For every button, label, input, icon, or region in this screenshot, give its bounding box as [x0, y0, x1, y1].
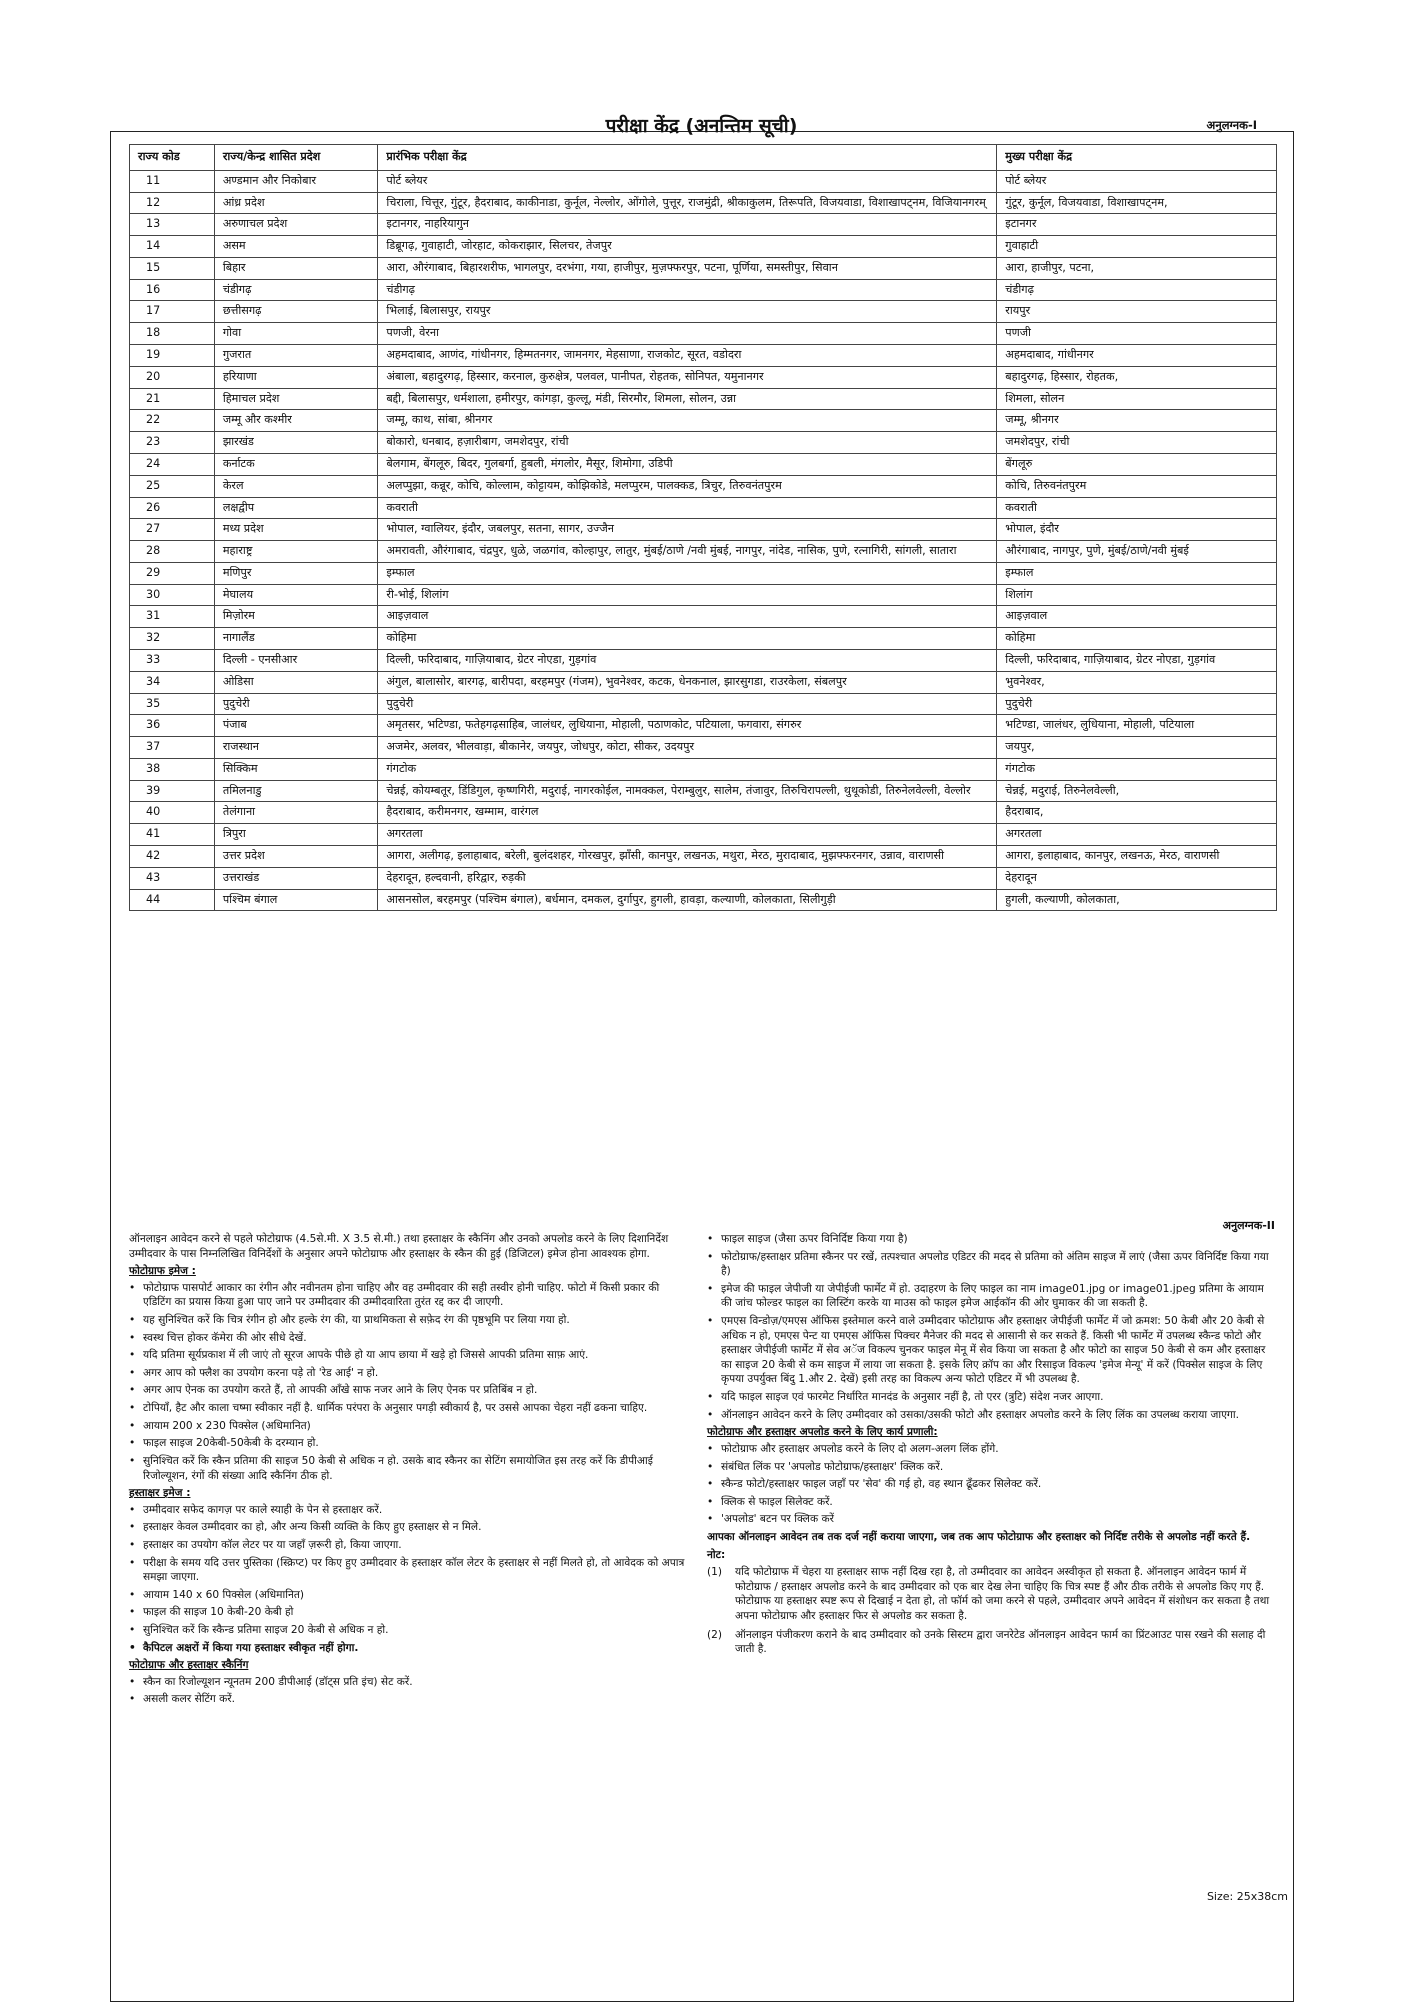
signature-guideline-item: • उम्मीदवार सफेद कागज़ पर काले स्याही के पेन से हस्ताक्षर करें. [129, 1503, 687, 1518]
photo-section-heading: फोटोग्राफ इमेज : [129, 1265, 196, 1278]
prelim-centres-cell: पुदुचेरी [378, 693, 997, 715]
state-code-cell: 35 [130, 693, 215, 715]
state-code-cell: 31 [130, 606, 215, 628]
state-name-cell: जम्मू और कश्मीर [214, 410, 378, 432]
header-state-name: राज्य/केन्द्र शासित प्रदेश [214, 145, 378, 171]
table-row [130, 693, 1277, 715]
state-code-cell: 17 [130, 301, 215, 323]
state-code-cell: 23 [130, 432, 215, 454]
state-code-cell: 21 [130, 388, 215, 410]
signature-capital-letters-rule: • कैपिटल अक्षरों में किया गया हस्ताक्षर स्वीकृत नहीं होगा. [129, 1641, 687, 1656]
state-code-cell: 41 [130, 824, 215, 846]
table-row [130, 366, 1277, 388]
file-guideline-item: • इमेज की फाइल जेपीजी या जेपीईजी फार्मेट में हो. उदाहरण के लिए फाइल का नाम image01.jpg or image01.jpeg प्रतिमा के आयाम की जांच फोल्डर फाइल का लिस्टिंग करके या माउस को फाइल इमेज आईकॉन की ओर घुमाकर की जा सकती है. [707, 1282, 1277, 1311]
prelim-centres-cell: अंगुल, बालासोर, बारगढ़, बारीपदा, बरहमपुर (गंजम), भुवनेश्वर, कटक, धेनकनाल, झारसुगडा, राउरकेला, संबलपुर [378, 671, 997, 693]
mains-centres-cell: जयपुर, [997, 737, 1277, 759]
prelim-centres-cell: भोपाल, ग्वालियर, इंदौर, जबलपुर, सतना, सागर, उज्जैन [378, 519, 997, 541]
table-row [130, 649, 1277, 671]
table-row [130, 453, 1277, 475]
state-name-cell: असम [214, 236, 378, 258]
prelim-centres-cell: इटानगर, नाहरियागुन [378, 214, 997, 236]
prelim-centres-cell: चंडीगढ़ [378, 279, 997, 301]
state-name-cell: त्रिपुरा [214, 824, 378, 846]
state-name-cell: हरियाणा [214, 366, 378, 388]
signature-guideline-item: • आयाम 140 x 60 पिक्सेल (अधिमानित) [129, 1588, 687, 1603]
file-guideline-item: • यदि फाइल साइज एवं फारमेट निर्धारित मानदंड के अनुसार नहीं है, तो एरर (त्रुटि) संदेश नजर आएगा. [707, 1390, 1277, 1405]
mains-centres-cell: बेंगलूरु [997, 453, 1277, 475]
state-code-cell: 42 [130, 846, 215, 868]
table-row [130, 323, 1277, 345]
mains-centres-cell: आरा, हाजीपुर, पटना, [997, 257, 1277, 279]
note-number: (1) [707, 1566, 723, 1579]
upload-procedure-item: • फोटोग्राफ और हस्ताक्षर अपलोड करने के लिए दो अलग-अलग लिंक होंगे. [707, 1442, 1277, 1457]
state-code-cell: 20 [130, 366, 215, 388]
prelim-centres-cell: इम्फाल [378, 562, 997, 584]
photo-guideline-item: • फोटोग्राफ पासपोर्ट आकार का रंगीन और नवीनतम होना चाहिए और वह उम्मीदवार की सही तस्वीर होनी चाहिए. फोटो में किसी प्रकार की एडिटिंग का प्रयास किया हुआ पाए जाने पर उम्मीदवार की उम्मीदवारिता तुरंत रद्द कर दी जाएगी. [129, 1281, 687, 1310]
state-name-cell: मेघालय [214, 584, 378, 606]
prelim-centres-cell: अगरतला [378, 824, 997, 846]
state-code-cell: 13 [130, 214, 215, 236]
mains-centres-cell: कोहिमा [997, 628, 1277, 650]
table-row [130, 737, 1277, 759]
signature-guideline-item: • फाइल की साइज 10 केबी-20 केबी हो [129, 1605, 687, 1620]
state-name-cell: उत्तराखंड [214, 867, 378, 889]
state-code-cell: 28 [130, 541, 215, 563]
prelim-centres-cell: आइज़वाल [378, 606, 997, 628]
file-guideline-item: • एमएस विन्डोज़/एमएस ऑफिस इस्तेमाल करने वाले उम्मीदवार फोटोग्राफ और हस्ताक्षर जेपीईजी फार्मेट में जो क्रमश: 50 केबी और 20 केबी से अधिक न हो, एमएस पेन्ट या एमएस ऑफिस पिक्चर मैनेजर की मदद से आसानी से कर सकते हैं. किसी भी फार्मेट में उपलब्ध स्कैन्ड फोटो और हस्ताक्षर जेपीईजी फार्मेट में सेव अॅज विकल्प चुनकर फाइल मेनू में सेव किया जा सकता है और फोटो का साइज 50 केबी से कम और हस्ताक्षर का साइज 20 केबी से कम साइज में लाया जा सकता है. इसके लिए क्रॉप का और रिसाइज विकल्प 'इमेज मेन्यू' में करें (पिक्सेल साइज के लिए कृपया उपर्युक्त बिंदु 1.और 2. देखें) इसी तरह का विकल्प अन्य फोटो एडिटर में भी उपलब्ध है. [707, 1314, 1277, 1387]
table-row [130, 432, 1277, 454]
state-code-cell: 24 [130, 453, 215, 475]
signature-guideline-item: • परीक्षा के समय यदि उत्तर पुस्तिका (स्क्रिप्ट) पर किए हुए उम्मीदवार के हस्ताक्षर कॉल लेटर के हस्ताक्षर से नहीं मिलते हो, तो आवेदक को अपात्र समझा जाएगा. [129, 1556, 687, 1585]
prelim-centres-cell: कवराती [378, 497, 997, 519]
state-code-cell: 26 [130, 497, 215, 519]
state-name-cell: नागालैंड [214, 628, 378, 650]
photo-guideline-item: • टोपियाँ, हैट और काला चष्मा स्वीकार नहीं है. धार्मिक परंपरा के अनुसार पगड़ी स्वीकार्य है, पर उससे आपका चेहरा नहीं ढकना चाहिए. [129, 1401, 687, 1416]
prelim-centres-cell: बोकारो, धनबाद, हज़ारीबाग, जमशेदपुर, रांची [378, 432, 997, 454]
table-header-row [130, 145, 1277, 171]
state-name-cell: झारखंड [214, 432, 378, 454]
signature-guidelines-list [129, 1503, 687, 1638]
state-code-cell: 11 [130, 170, 215, 192]
table-row [130, 541, 1277, 563]
state-code-cell: 16 [130, 279, 215, 301]
mains-centres-cell: गुंटूर, कुर्नूल, विजयवाडा, विशाखापट्नम, [997, 192, 1277, 214]
table-row [130, 584, 1277, 606]
scanning-guideline-item: • स्कैन का रिजोल्यूशन न्यूनतम 200 डीपीआई (डॉट्स प्रति इंच) सेट करें. [129, 1675, 687, 1690]
header-state-code: राज्य कोड [130, 145, 215, 171]
state-code-cell: 30 [130, 584, 215, 606]
state-code-cell: 38 [130, 758, 215, 780]
table-row [130, 410, 1277, 432]
state-name-cell: मध्य प्रदेश [214, 519, 378, 541]
table-row [130, 236, 1277, 258]
table-row [130, 345, 1277, 367]
prelim-centres-cell: बद्दी, बिलासपुर, धर्मशाला, हमीरपुर, कांगड़ा, कुल्लू, मंडी, सिरमौर, शिमला, सोलन, उन्ना [378, 388, 997, 410]
mains-centres-cell: देहरादून [997, 867, 1277, 889]
mains-centres-cell: चंडीगढ़ [997, 279, 1277, 301]
mains-centres-cell: पुदुचेरी [997, 693, 1277, 715]
upload-procedure-item: • संबंधित लिंक पर 'अपलोड फोटोग्राफ/हस्ताक्षर' क्लिक करें. [707, 1460, 1277, 1475]
table-row [130, 279, 1277, 301]
upload-procedure-item: • स्कैन्ड फोटो/हस्ताक्षर फाइल जहाँ पर 'सेव' की गई हो, वह स्थान ढूँढकर सिलेक्ट करें. [707, 1477, 1277, 1492]
state-name-cell: अण्डमान और निकोबार [214, 170, 378, 192]
table-row [130, 497, 1277, 519]
signature-guideline-item: • हस्ताक्षर का उपयोग कॉल लेटर पर या जहाँ ज़रूरी हो, किया जाएगा. [129, 1538, 687, 1553]
table-row [130, 780, 1277, 802]
guidelines-left-column [129, 1232, 687, 1710]
state-name-cell: राजस्थान [214, 737, 378, 759]
state-name-cell: पंजाब [214, 715, 378, 737]
photo-guideline-item: • सुनिश्चित करें कि स्कैन प्रतिमा की साइज 50 केबी से अधिक न हो. उसके बाद स्कैनर का सेटिंग समायोजित इस तरह करें कि डीपीआई रिजोल्यूशन, रंगों की संख्या आदि स्कैनिंग ठीक हो. [129, 1454, 687, 1483]
table-row [130, 802, 1277, 824]
table-row [130, 628, 1277, 650]
state-name-cell: पुदुचेरी [214, 693, 378, 715]
prelim-centres-cell: देहरादून, हल्दवानी, हरिद्वार, रुड़की [378, 867, 997, 889]
signature-guideline-item: • सुनिश्चित करें कि स्कैन्ड प्रतिमा साइज 20 केबी से अधिक न हो. [129, 1623, 687, 1638]
upload-procedure-item: • 'अपलोड' बटन पर क्लिक करें [707, 1512, 1277, 1527]
state-name-cell: दिल्ली - एनसीआर [214, 649, 378, 671]
file-guidelines-list [707, 1232, 1277, 1422]
prelim-centres-cell: चिराला, चित्तूर, गुंटूर, हैदराबाद, काकीनाडा, कुर्नूल, नेल्लोर, ओंगोले, पुत्तूर, राजमुंद्री, श्रीकाकुलम, तिरूपति, विजयवाडा, विशाखापट्नम, विजियानगरम् [378, 192, 997, 214]
table-row [130, 301, 1277, 323]
state-name-cell: छत्तीसगढ़ [214, 301, 378, 323]
notes-list [707, 1565, 1277, 1657]
state-name-cell: तमिलनाडु [214, 780, 378, 802]
photo-guideline-item: • यह सुनिश्चित करें कि चित्र रंगीन हो और हल्के रंग की, या प्राथमिकता से सफ़ेद रंग की पृष्ठभूमि पर लिया गया हो. [129, 1313, 687, 1328]
table-row [130, 562, 1277, 584]
table-row [130, 867, 1277, 889]
state-code-cell: 29 [130, 562, 215, 584]
note-item [707, 1628, 1277, 1657]
state-name-cell: मिज़ोरम [214, 606, 378, 628]
scanning-guidelines-list [129, 1675, 687, 1707]
prelim-centres-cell: गंगटोक [378, 758, 997, 780]
state-code-cell: 37 [130, 737, 215, 759]
note-number: (2) [707, 1628, 723, 1641]
signature-guideline-item: • हस्ताक्षर केवल उम्मीदवार का हो, और अन्य किसी व्यक्ति के किए हुए हस्ताक्षर से न मिले. [129, 1520, 687, 1535]
prelim-centres-cell: जम्मू, काथ, सांबा, श्रीनगर [378, 410, 997, 432]
mains-centres-cell: गुवाहाटी [997, 236, 1277, 258]
exam-centres-table [129, 144, 1277, 911]
signature-bold-list [129, 1641, 687, 1656]
mains-centres-cell: कोचि, तिरुवनंतपुरम [997, 475, 1277, 497]
photo-guideline-item: • आयाम 200 x 230 पिक्सेल (अधिमानित) [129, 1419, 687, 1434]
mains-centres-cell: कवराती [997, 497, 1277, 519]
state-code-cell: 34 [130, 671, 215, 693]
mains-centres-cell: आगरा, इलाहाबाद, कानपुर, लखनऊ, मेरठ, वाराणसी [997, 846, 1277, 868]
state-name-cell: मणिपुर [214, 562, 378, 584]
state-code-cell: 33 [130, 649, 215, 671]
note-item [707, 1565, 1277, 1623]
prelim-centres-cell: अमृतसर, भटिण्डा, फतेहगढ़साहिब, जालंधर, लुधियाना, मोहाली, पठाणकोट, पटियाला, फगवारा, संगरुर [378, 715, 997, 737]
prelim-centres-cell: आरा, औरंगाबाद, बिहारशरीफ, भागलपुर, दरभंगा, गया, हाजीपुर, मुज़फ्फरपुर, पटना, पूर्णिया, समस्तीपुर, सिवान [378, 257, 997, 279]
prelim-centres-cell: बेलगाम, बेंगलूरु, बिदर, गुलबर्गा, हुबली, मंगलोर, मैसूर, शिमोगा, उडिपी [378, 453, 997, 475]
table-row [130, 192, 1277, 214]
table-row [130, 671, 1277, 693]
note-heading: नोट: [707, 1548, 726, 1561]
state-name-cell: कर्नाटक [214, 453, 378, 475]
state-name-cell: ओडिसा [214, 671, 378, 693]
note-text: यदि फोटोग्राफ में चेहरा या हस्ताक्षर साफ नहीं दिख रहा है, तो उम्मीदवार का आवेदन अस्वीकृत हो सकता है. ऑनलाइन आवेदन फार्म में फोटोग्राफ / हस्ताक्षर अपलोड करने के बाद उम्मीदवार को एक बार देख लेना चाहिए कि चित्र स्पष्ट हैं और ठीक तरीके से अपलोड किए गए हैं. फोटोग्राफ या हस्ताक्षर स्पष्ट रूप से दिखाई न देता हो, तो फॉर्म को जमा करने से पहले, उम्मीदवार अपने आवेदन में संशोधन कर सकता है तथा अपना फोटोग्राफ और हस्ताक्षर फिर से अपलोड कर सकता है. [735, 1566, 1270, 1623]
upload-warning: आपका ऑनलाइन आवेदन तब तक दर्ज नहीं कराया जाएगा, जब तक आप फोटोग्राफ और हस्ताक्षर को निर्दिष्ट तरीके से अपलोड नहीं करते हैं. [707, 1530, 1251, 1543]
photo-guideline-item: • स्वस्थ चित्त होकर कॅमेरा की ओर सीधे देखें. [129, 1331, 687, 1346]
table-row [130, 170, 1277, 192]
mains-centres-cell: भटिण्डा, जालंधर, लुधियाना, मोहाली, पटियाला [997, 715, 1277, 737]
photo-guideline-item: • यदि प्रतिमा सूर्यप्रकाश में ली जाएं तो सूरज आपके पीछे हो या आप छाया में खड़े हो जिससे आपकी प्रतिमा साफ़ आएं. [129, 1348, 687, 1363]
mains-centres-cell: चेन्नई, मदुराई, तिरुनेलवेल्ली, [997, 780, 1277, 802]
prelim-centres-cell: अंबाला, बहादुरगढ़, हिस्सार, करनाल, कुरुक्षेत्र, पलवल, पानीपत, रोहतक, सोनिपत, यमुनानगर [378, 366, 997, 388]
guidelines-right-column [707, 1232, 1277, 1661]
table-row [130, 715, 1277, 737]
header-prelim-centres: प्रारंभिक परीक्षा केंद्र [378, 145, 997, 171]
file-guideline-item: • ऑनलाइन आवेदन करने के लिए उम्मीदवार को उसका/उसकी फोटो और हस्ताक्षर अपलोड करने के लिए लिंक का उपलब्ध कराया जाएगा. [707, 1408, 1277, 1423]
table-row [130, 257, 1277, 279]
prelim-centres-cell: भिलाई, बिलासपुर, रायपुर [378, 301, 997, 323]
prelim-centres-cell: चेन्नई, कोयम्बतूर, डिंडिगुल, कृष्णगिरी, मदुराई, नागरकोईल, नामक्कल, पेराम्बुलुर, सालेम, तंजावुर, तिरुचिरापल्ली, थुथूकोडी, तिरुनेलवेल्ली, वेल्लोर [378, 780, 997, 802]
state-name-cell: लक्षद्वीप [214, 497, 378, 519]
state-code-cell: 12 [130, 192, 215, 214]
mains-centres-cell: पणजी [997, 323, 1277, 345]
prelim-centres-cell: अलप्पुझा, कन्नूर, कोचि, कोल्लाम, कोट्टायम, कोझिकोडे, मलप्पुरम, पालक्कड, त्रिचुर, तिरुवनंतपुरम [378, 475, 997, 497]
header-mains-centres: मुख्य परीक्षा केंद्र [997, 145, 1277, 171]
page-title: परीक्षा केंद्र (अनन्तिम सूची) [605, 115, 798, 137]
state-code-cell: 27 [130, 519, 215, 541]
annexure-1-label: अनुलग्नक-I [1206, 118, 1257, 132]
file-guideline-item: • फोटोग्राफ/हस्ताक्षर प्रतिमा स्कैनर पर रखें, तत्पश्चात अपलोड एडिटर की मदद से प्रतिमा को अंतिम साइज में लाएं (जैसा ऊपर विनिर्दिष्ट किया गया है) [707, 1250, 1277, 1279]
file-guideline-item: • फाइल साइज (जैसा ऊपर विनिर्दिष्ट किया गया है) [707, 1232, 1277, 1247]
prelim-centres-cell: डिब्रूगढ़, गुवाहाटी, जोरहाट, कोकराझार, सिलचर, तेजपुर [378, 236, 997, 258]
table-row [130, 519, 1277, 541]
table-row [130, 214, 1277, 236]
mains-centres-cell: भोपाल, इंदौर [997, 519, 1277, 541]
state-code-cell: 39 [130, 780, 215, 802]
signature-section-heading: हस्ताक्षर इमेज : [129, 1487, 191, 1500]
prelim-centres-cell: री-भोई, शिलांग [378, 584, 997, 606]
prelim-centres-cell: अमरावती, औरंगाबाद, चंद्रपुर, धुळे, जळगांव, कोल्हापुर, लातुर, मुंबई/ठाणे /नवी मुंबई, नागपुर, नांदेड, नासिक, पुणे, रत्नागिरी, सांगली, सातारा [378, 541, 997, 563]
state-code-cell: 40 [130, 802, 215, 824]
prelim-centres-cell: दिल्ली, फरिदाबाद, गाज़ियाबाद, ग्रेटर नोएडा, गुड़गांव [378, 649, 997, 671]
upload-procedure-list [707, 1442, 1277, 1527]
photo-guidelines-list [129, 1281, 687, 1483]
state-name-cell: पश्चिम बंगाल [214, 889, 378, 911]
table-row [130, 889, 1277, 911]
state-code-cell: 36 [130, 715, 215, 737]
upload-procedure-item: • क्लिक से फाइल सिलेक्ट करें. [707, 1495, 1277, 1510]
state-code-cell: 18 [130, 323, 215, 345]
print-size-label: Size: 25x38cm [1206, 1890, 1288, 1903]
prelim-centres-cell: आसनसोल, बरहमपुर (पश्चिम बंगाल), बर्धमान, दमकल, दुर्गापुर, हुगली, हावड़ा, कल्याणी, कोलकाता, सिलीगुड़ी [378, 889, 997, 911]
state-name-cell: गोवा [214, 323, 378, 345]
table-row [130, 758, 1277, 780]
state-name-cell: केरल [214, 475, 378, 497]
prelim-centres-cell: पणजी, वेरना [378, 323, 997, 345]
table-row [130, 606, 1277, 628]
photo-guideline-item: • फाइल साइज 20केबी-50केबी के दरम्यान हो. [129, 1436, 687, 1451]
state-name-cell: तेलंगाना [214, 802, 378, 824]
state-name-cell: अरुणाचल प्रदेश [214, 214, 378, 236]
table-row [130, 388, 1277, 410]
scanning-section-heading: फोटोग्राफ और हस्ताक्षर स्कैनिंग [129, 1659, 249, 1672]
table-body [130, 170, 1277, 911]
state-name-cell: गुजरात [214, 345, 378, 367]
guidelines-intro: ऑनलाइन आवेदन करने से पहले फोटोग्राफ (4.5से.मी. X 3.5 से.मी.) तथा हस्ताक्षर के स्कैनिंग और उनको अपलोड करने के लिए दिशानिर्देश उम्मीदवार के पास निम्नलिखित विनिर्देशों के अनुसार अपने फोटोग्राफ और हस्ताक्षर के स्कैन की हुई (डिजिटल) इमेज होना आवश्यक होगा. [129, 1233, 669, 1260]
annexure-2-label: अनुलग्नक-II [1222, 1219, 1275, 1232]
upload-procedure-heading: फोटोग्राफ और हस्ताक्षर अपलोड करने के लिए कार्य प्रणाली: [707, 1426, 938, 1439]
table-row [130, 846, 1277, 868]
mains-centres-cell: हुगली, कल्याणी, कोलकाता, [997, 889, 1277, 911]
table-row [130, 475, 1277, 497]
mains-centres-cell: पोर्ट ब्लेयर [997, 170, 1277, 192]
prelim-centres-cell: अजमेर, अलवर, भीलवाड़ा, बीकानेर, जयपुर, जोधपुर, कोटा, सीकर, उदयपुर [378, 737, 997, 759]
prelim-centres-cell: अहमदाबाद, आणंद, गांधीनगर, हिम्मतनगर, जामनगर, मेहसाणा, राजकोट, सूरत, वडोदरा [378, 345, 997, 367]
prelim-centres-cell: आगरा, अलीगढ़, इलाहाबाद, बरेली, बुलंदशहर, गोरखपुर, झाँसी, कानपुर, लखनऊ, मथुरा, मेरठ, मुरादाबाद, मुझफ्फरनगर, उन्नाव, वाराणसी [378, 846, 997, 868]
mains-centres-cell: इटानगर [997, 214, 1277, 236]
mains-centres-cell: जमशेदपुर, रांची [997, 432, 1277, 454]
state-code-cell: 19 [130, 345, 215, 367]
state-code-cell: 25 [130, 475, 215, 497]
state-code-cell: 15 [130, 257, 215, 279]
photo-guideline-item: • अगर आप को फ्लैश का उपयोग करना पड़े तो 'रेड आई' न हो. [129, 1366, 687, 1381]
state-name-cell: आंध्र प्रदेश [214, 192, 378, 214]
mains-centres-cell: गंगटोक [997, 758, 1277, 780]
state-name-cell: उत्तर प्रदेश [214, 846, 378, 868]
state-name-cell: हिमाचल प्रदेश [214, 388, 378, 410]
mains-centres-cell: शिमला, सोलन [997, 388, 1277, 410]
table-row [130, 824, 1277, 846]
mains-centres-cell: रायपुर [997, 301, 1277, 323]
state-code-cell: 14 [130, 236, 215, 258]
note-text: ऑनलाइन पंजीकरण कराने के बाद उम्मीदवार को उनके सिस्टम द्वारा जनरेटेड ऑनलाइन आवेदन फार्म का प्रिंटआउट पास रखने की सलाह दी जाती है. [735, 1628, 1266, 1656]
mains-centres-cell: दिल्ली, फरिदाबाद, गाज़ियाबाद, ग्रेटर नोएडा, गुड़गांव [997, 649, 1277, 671]
state-name-cell: महाराष्ट्र [214, 541, 378, 563]
scanning-guideline-item: • असली कलर सेटिंग करें. [129, 1692, 687, 1707]
mains-centres-cell: शिलांग [997, 584, 1277, 606]
mains-centres-cell: आइज़वाल [997, 606, 1277, 628]
mains-centres-cell: बहादुरगढ़, हिस्सार, रोहतक, [997, 366, 1277, 388]
mains-centres-cell: औरंगाबाद, नागपुर, पुणे, मुंबई/ठाणे/नवी मुंबई [997, 541, 1277, 563]
mains-centres-cell: भुवनेश्वर, [997, 671, 1277, 693]
prelim-centres-cell: कोहिमा [378, 628, 997, 650]
mains-centres-cell: जम्मू, श्रीनगर [997, 410, 1277, 432]
state-code-cell: 22 [130, 410, 215, 432]
prelim-centres-cell: हैदराबाद, करीमनगर, खम्माम, वारंगल [378, 802, 997, 824]
state-code-cell: 32 [130, 628, 215, 650]
mains-centres-cell: अगरतला [997, 824, 1277, 846]
mains-centres-cell: हैदराबाद, [997, 802, 1277, 824]
state-code-cell: 43 [130, 867, 215, 889]
photo-guideline-item: • अगर आप ऐनक का उपयोग करते हैं, तो आपकी आँखे साफ नजर आने के लिए ऐनक पर प्रतिबिंब न हो. [129, 1383, 687, 1398]
prelim-centres-cell: पोर्ट ब्लेयर [378, 170, 997, 192]
state-name-cell: चंडीगढ़ [214, 279, 378, 301]
mains-centres-cell: इम्फाल [997, 562, 1277, 584]
mains-centres-cell: अहमदाबाद, गांधीनगर [997, 345, 1277, 367]
state-name-cell: बिहार [214, 257, 378, 279]
state-code-cell: 44 [130, 889, 215, 911]
state-name-cell: सिक्किम [214, 758, 378, 780]
